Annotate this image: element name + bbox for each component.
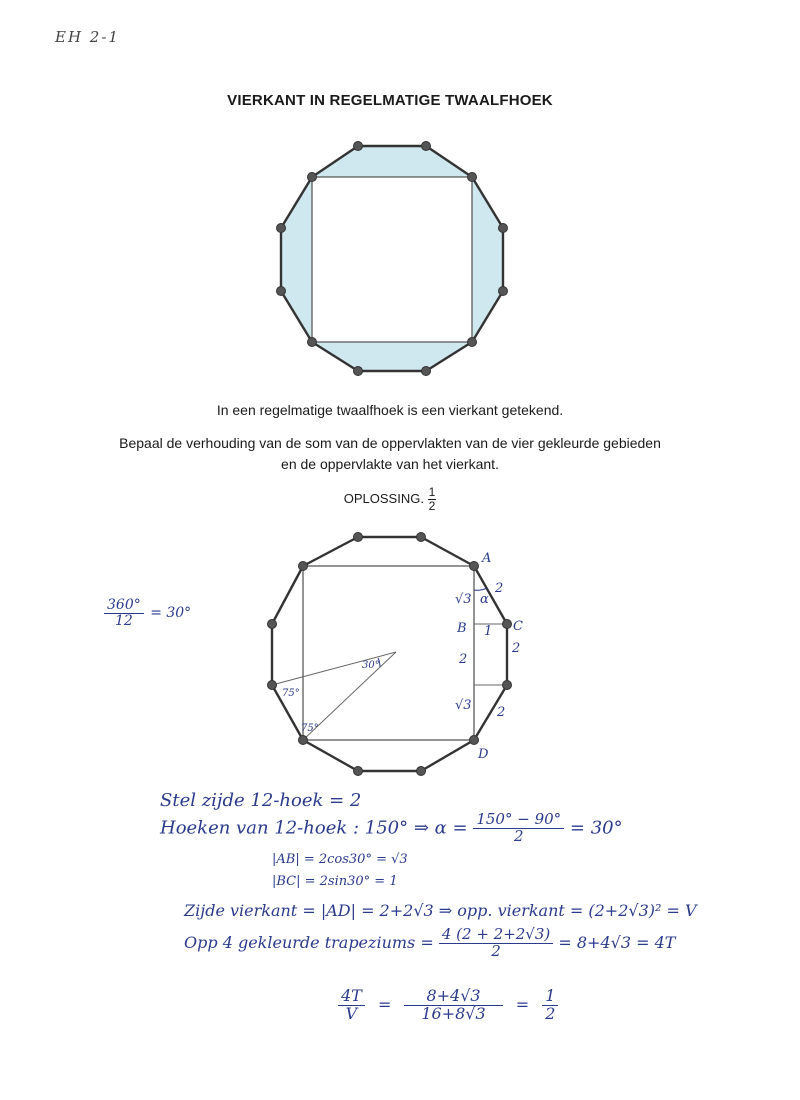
handwritten-line-5: Zijde vierkant = |AD| = 2+2√3 ⇒ opp. vierkant = (2+2√3)² = V (184, 901, 697, 920)
ratio-fraction-3-numerator: 1 (542, 988, 558, 1006)
segment-label: 1 (484, 624, 493, 639)
ratio-fraction-3-denominator: 2 (545, 1003, 556, 1023)
segment-label: 2 (497, 705, 506, 720)
ratio-fraction-1 (338, 988, 365, 1023)
handwritten-line-6a: Opp 4 gekleurde trapeziums = (184, 932, 434, 952)
ratio-fraction-1-denominator: V (345, 1003, 358, 1023)
vertex-label-c: C (513, 619, 523, 634)
inscribed-square (312, 177, 472, 342)
segment-label: √3 (455, 592, 472, 607)
angle-label-75: 75° (282, 688, 300, 699)
ratio-fraction-2 (404, 988, 502, 1023)
vertex-label-b: B (457, 621, 467, 636)
trapezium-fraction (439, 927, 553, 960)
solution-denominator: 2 (428, 499, 436, 513)
alpha-arc (474, 588, 487, 590)
equals-sign: = (515, 994, 530, 1014)
ratio-fraction-1-numerator: 4T (338, 988, 365, 1006)
angle-note-fraction (104, 598, 144, 628)
equals-sign: = (377, 994, 392, 1014)
angle-note-result: = 30° (150, 605, 192, 622)
angle-label-75: 75° (301, 723, 319, 734)
handwritten-line-7 (338, 988, 558, 1023)
segment-label: 2 (512, 641, 521, 656)
handwritten-line-4: |BC| = 2sin30° = 1 (272, 874, 398, 889)
document-code: EH 2-1 (55, 28, 120, 46)
solution-fraction (428, 486, 437, 513)
trapezium-fraction-denominator: 2 (491, 941, 501, 960)
ratio-fraction-2-denominator: 16+8√3 (421, 1003, 486, 1023)
ratio-fraction-2-numerator: 8+4√3 (404, 988, 502, 1006)
segment-label: √3 (455, 698, 472, 713)
alpha-fraction-numerator: 150° − 90° (473, 812, 564, 829)
vertex-label-a: A (482, 551, 492, 566)
alpha-fraction (473, 812, 564, 845)
ratio-fraction-3 (542, 988, 558, 1023)
problem-statement-line2b: en de oppervlakte van het vierkant. (281, 456, 499, 472)
handwritten-line-2b: = 30° (569, 817, 623, 839)
angle-note-denominator: 12 (114, 612, 133, 629)
page-title: VIERKANT IN REGELMATIGE TWAALFHOEK (227, 92, 553, 109)
angle-note (104, 598, 191, 628)
handwritten-line-6 (184, 927, 675, 960)
angle-label-30: 30° (362, 660, 380, 671)
alpha-label: α (480, 592, 489, 607)
alpha-fraction-denominator: 2 (513, 826, 524, 845)
solution-numerator: 1 (428, 485, 436, 499)
solution-line (0, 486, 780, 513)
handwritten-line-6b: = 8+4√3 = 4T (558, 932, 676, 952)
vertex-label-d: D (478, 747, 489, 762)
trapezium-fraction-numerator: 4 (2 + 2+2√3) (439, 927, 553, 944)
solution-figure (260, 525, 540, 790)
handwritten-line-1: Stel zijde 12-hoek = 2 (160, 790, 362, 811)
handwritten-line-3: |AB| = 2cos30° = √3 (272, 852, 408, 867)
solution-label: OPLOSSING. (343, 490, 424, 506)
segment-label: 2 (495, 581, 504, 596)
angle-note-numerator: 360° (104, 598, 144, 614)
solution-square (303, 566, 474, 740)
handwritten-line-2a: Hoeken van 12-hoek : 150° ⇒ α = (160, 817, 468, 839)
dodecagon-figure (260, 130, 540, 390)
problem-statement-line2 (0, 433, 780, 475)
problem-statement-line1: In een regelmatige twaalfhoek is een vierkant getekend. (216, 402, 564, 418)
handwritten-line-2 (160, 812, 623, 845)
segment-label: 2 (459, 652, 468, 667)
problem-statement-line2a: Bepaal de verhouding van de som van de oppervlakten van de vier gekleurde gebieden (119, 435, 661, 451)
